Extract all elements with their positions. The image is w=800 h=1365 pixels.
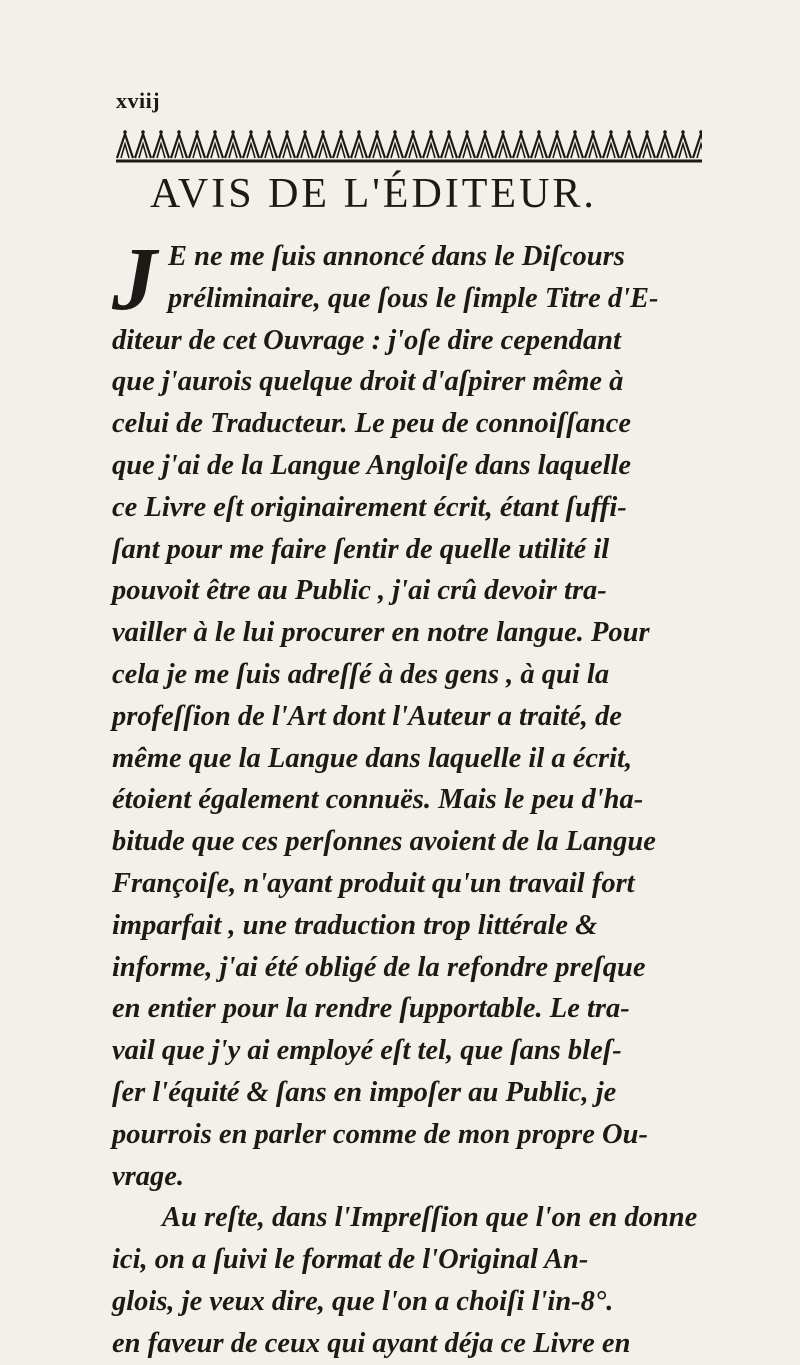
text-line: en entier pour la rendre ſupportable. Le tra- bbox=[112, 993, 630, 1025]
page-number: xviij bbox=[116, 88, 161, 113]
text-line: bitude que ces perſonnes avoient de la Langue bbox=[112, 826, 656, 858]
text-line: étoient également connuës. Mais le peu d'ha- bbox=[112, 784, 644, 816]
text-line: celui de Traducteur. Le peu de connoiſſance bbox=[112, 408, 631, 440]
text-line: que j'ai de la Langue Angloiſe dans laquelle bbox=[112, 449, 632, 481]
text-line: E ne me ſuis annoncé dans le Diſcours bbox=[168, 241, 625, 272]
section-heading: AVIS DE L'ÉDITEUR. bbox=[150, 171, 597, 217]
text-line: Françoiſe, n'ayant produit qu'un travail fort bbox=[112, 867, 635, 899]
text-line: profeſſion de l'Art dont l'Auteur a traité, de bbox=[112, 700, 622, 732]
body-text bbox=[112, 230, 710, 1365]
text-line: ce Livre eſt originairement écrit, étant ſuffi- bbox=[112, 491, 627, 523]
text-line: imparfait , une traduction trop littérale & bbox=[112, 909, 598, 941]
drop-cap: J bbox=[112, 230, 157, 329]
text-line: préliminaire, que ſous le ſimple Titre d'E- bbox=[168, 282, 659, 314]
text-line: même que la Langue dans laquelle il a écrit, bbox=[112, 742, 633, 774]
text-line: diteur de cet Ouvrage : j'oſe dire cependant bbox=[112, 324, 621, 356]
text-line: Au reſte, dans l'Impreſſion que l'on en donne bbox=[162, 1202, 698, 1234]
text-line: glois, je veux dire, que l'on a choiſi l'in-8°. bbox=[112, 1285, 614, 1317]
text-line: vailler à le lui procurer en notre langue. Pour bbox=[112, 617, 650, 649]
text-line: que j'aurois quelque droit d'aſpirer même à bbox=[112, 366, 624, 398]
text-line: pouvoit être au Public , j'ai crû devoir tra- bbox=[112, 575, 607, 607]
text-line: vrage. bbox=[112, 1160, 185, 1192]
text-line: ſant pour me faire ſentir de quelle utilité il bbox=[112, 533, 610, 565]
text-line: cela je me ſuis adreſſé à des gens , à qui la bbox=[112, 658, 610, 690]
text-line: ici, on a ſuivi le format de l'Original An- bbox=[112, 1244, 589, 1276]
text-line: ſer l'équité & ſans en impoſer au Public, je bbox=[112, 1076, 617, 1108]
text-line: en faveur de ceux qui ayant déja ce Livre en bbox=[112, 1327, 631, 1359]
ornamental-border bbox=[116, 128, 702, 164]
text-line: vail que j'y ai employé eſt tel, que ſans bleſ- bbox=[112, 1035, 622, 1067]
text-line: informe, j'ai été obligé de la refondre preſque bbox=[112, 951, 646, 983]
text-line: pourrois en parler comme de mon propre Ou- bbox=[112, 1118, 648, 1150]
